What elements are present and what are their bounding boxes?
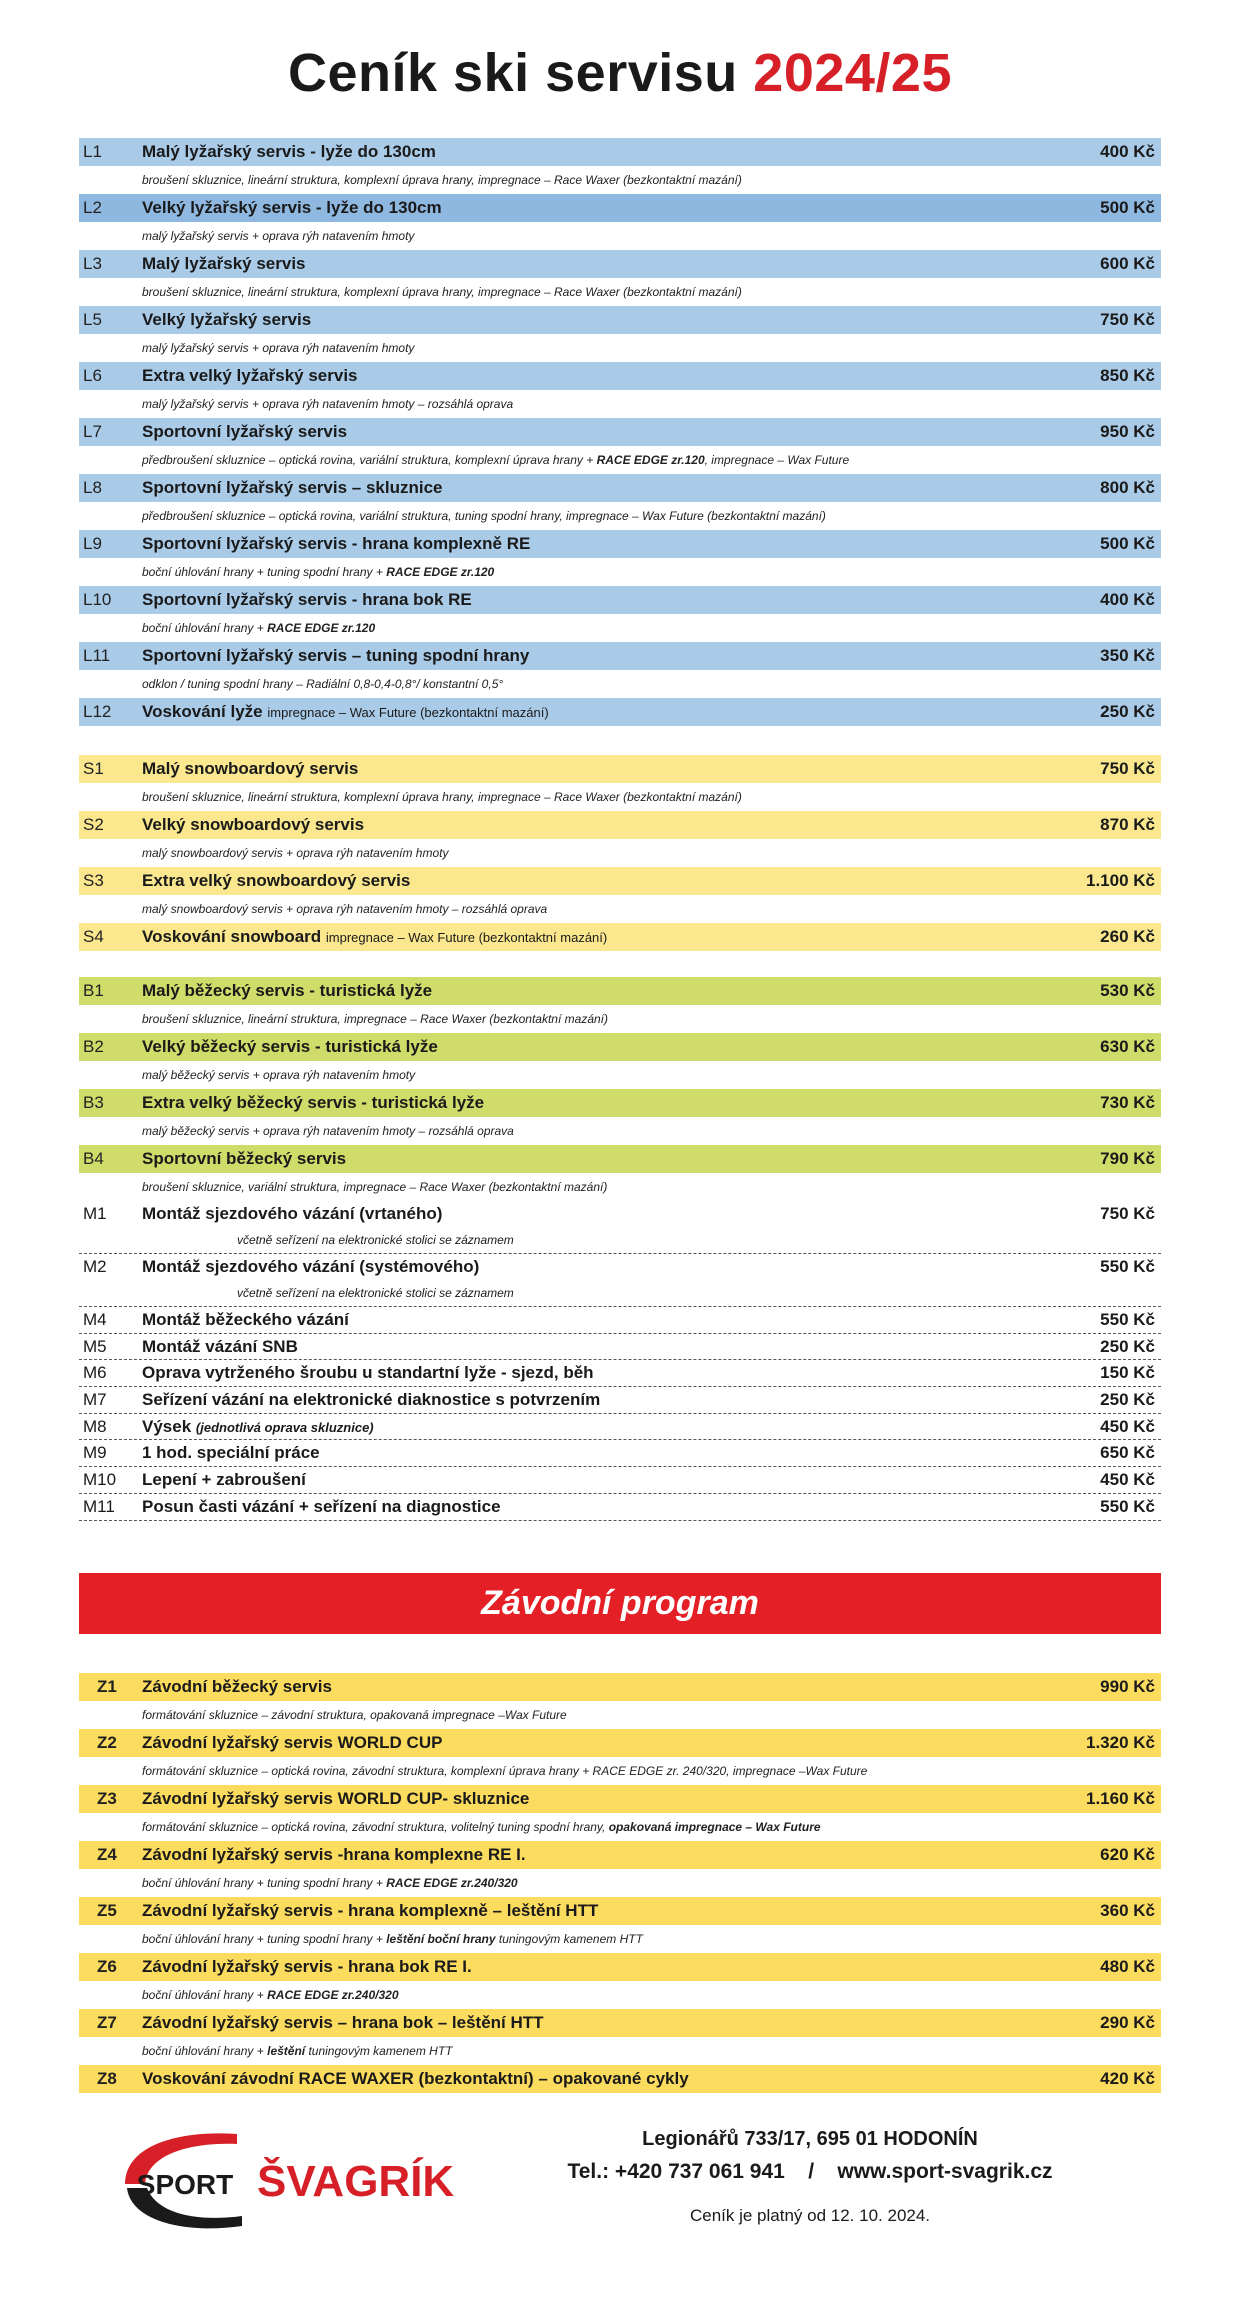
service-name: Extra velký běžecký servis - turistická lyže [142,1093,485,1112]
service-row [79,1673,1161,1701]
service-row [79,1089,1161,1117]
page-title [0,42,1240,104]
description-text: malý běžecký servis + oprava rýh natavením hmoty [142,1068,416,1082]
service-row [79,977,1161,1005]
service-name: Extra velký lyžařský servis [142,366,358,385]
service-code: L7 [83,422,102,441]
service-price: 480 Kč [1100,1957,1155,1976]
service-inline-note: impregnace – Wax Future (bezkontaktní mazání) [267,705,549,720]
description-text: broušení skluznice, lineární struktura, komplexní úprava hrany, impregnace – Race Waxer (bezkontaktní mazání) [142,790,742,804]
service-code: L9 [83,534,102,553]
service-row [79,530,1161,558]
service-code: M9 [83,1443,107,1463]
description-text: boční úhlování hrany + [142,621,264,635]
service-row [79,250,1161,278]
service-name-wrap [142,923,607,952]
service-description [79,558,1161,586]
service-code: L11 [83,646,111,665]
description-highlight: leštění [267,2044,306,2058]
service-code: L1 [83,142,102,161]
service-code: Z7 [97,2013,117,2032]
misc-service-row [79,1307,1161,1334]
description-text: malý lyžařský servis + oprava rýh natavením hmoty – rozsáhlá oprava [142,397,514,411]
service-row [79,2065,1161,2093]
service-code: M6 [83,1363,107,1383]
service-row [79,194,1161,222]
service-row [79,1145,1161,1173]
service-code: B4 [83,1149,104,1168]
service-name: Závodní lyžařský servis - hrana bok RE I. [142,1957,472,1976]
service-price: 500 Kč [1100,198,1155,217]
service-name: Závodní lyžařský servis - hrana komplexně – leštění HTT [142,1901,599,1920]
description-text: broušení skluznice, lineární struktura, komplexní úprava hrany, impregnace – Race Waxer (bezkontaktní mazání) [142,173,742,187]
misc-service-row [79,1334,1161,1361]
service-description [79,2037,1161,2065]
service-price: 400 Kč [1100,590,1155,609]
logo-name-text: ŠVAGRÍK [257,2157,455,2206]
service-description [79,1005,1161,1033]
description-highlight: leštění boční hrany [386,1932,496,1946]
service-price: 550 Kč [1100,1310,1155,1329]
misc-service-row [79,1387,1161,1414]
service-price: 600 Kč [1100,254,1155,273]
service-name: Sportovní lyžařský servis - hrana komplexně RE [142,534,531,553]
description-text: formátování skluznice – optická rovina, závodní struktura, volitelný tuning spodní hrany, [142,1820,606,1834]
service-price: 650 Kč [1100,1443,1155,1463]
service-row [79,1729,1161,1757]
service-price: 420 Kč [1100,2069,1155,2088]
service-name: Sportovní lyžařský servis – skluznice [142,478,443,497]
service-code: B3 [83,1093,104,1112]
misc-service-row [79,1467,1161,1494]
description-text: malý lyžařský servis + oprava rýh natavením hmoty [142,229,415,243]
service-name: Posun časti vázání + seřízení na diagnostice [142,1496,501,1516]
service-code: Z5 [97,1901,117,1920]
service-code: L10 [83,590,112,609]
service-price: 750 Kč [1100,1204,1155,1223]
service-code: Z3 [97,1789,117,1808]
service-code: L5 [83,310,102,329]
service-name: Sportovní lyžařský servis - hrana bok RE [142,590,472,609]
service-code: L2 [83,198,102,217]
service-code: S3 [83,871,104,890]
service-code: M4 [83,1310,107,1329]
service-price: 250 Kč [1100,1390,1155,1410]
service-code: L3 [83,254,102,273]
description-text: předbroušení skluznice – optická rovina, variální struktura, tuning spodní hrany, impregnace – Wax Future (bezkontaktní mazání) [142,509,826,523]
footer-address: Legionářů 733/17, 695 01 HODONÍN [642,2128,978,2150]
service-code: S4 [83,927,104,946]
service-price: 450 Kč [1100,1416,1155,1436]
race-service-list [79,1673,1161,2093]
service-row [79,867,1161,895]
description-text: broušení skluznice, lineární struktura, impregnace – Race Waxer (bezkontaktní mazání) [142,1012,608,1026]
service-description [79,1981,1161,2009]
service-price: 250 Kč [1100,1336,1155,1356]
description-text: předbroušení skluznice – optická rovina, variální struktura, komplexní úprava hrany + [142,453,594,467]
service-price: 150 Kč [1100,1363,1155,1383]
service-name: Sportovní lyžařský servis [142,422,348,441]
service-price: 730 Kč [1100,1093,1155,1112]
description-highlight: RACE EDGE zr.120 [267,621,376,635]
service-name: 1 hod. speciální práce [142,1443,320,1463]
service-description [79,446,1161,474]
misc-service-row [79,1201,1161,1254]
service-row [79,362,1161,390]
service-description [79,390,1161,418]
service-name: Velký běžecký servis - turistická lyže [142,1037,438,1056]
service-price: 450 Kč [1100,1470,1155,1490]
description-text: malý lyžařský servis + oprava rýh natavením hmoty [142,341,415,355]
description-highlight: RACE EDGE zr.120 [596,453,705,467]
service-name: Extra velký snowboardový servis [142,871,411,890]
service-price: 620 Kč [1100,1845,1155,1864]
service-description [79,614,1161,642]
service-name-wrap [142,1494,501,1520]
service-price: 750 Kč [1100,759,1155,778]
service-description [79,1925,1161,1953]
service-code: M10 [83,1470,117,1490]
service-price: 950 Kč [1100,422,1155,441]
service-row [79,586,1161,614]
service-price: 1.100 Kč [1086,871,1155,890]
service-inline-note: impregnace – Wax Future (bezkontaktní mazání) [325,930,608,945]
service-name: Malý lyžařský servis - lyže do 130cm [142,142,436,161]
service-price: 1.320 Kč [1086,1733,1155,1752]
service-description [79,166,1161,194]
service-code: M2 [83,1257,107,1276]
service-row [79,811,1161,839]
misc-service-row [79,1360,1161,1387]
service-row [79,418,1161,446]
service-description [79,895,1161,923]
service-code: M11 [83,1496,115,1516]
service-sub-note: včetně seřízení na elektronické stolici se záznamem [237,1286,514,1300]
service-code: L6 [83,366,102,385]
service-description [79,839,1161,867]
service-description [79,1701,1161,1729]
service-description [79,1117,1161,1145]
service-price: 400 Kč [1100,142,1155,161]
sport-svagrik-logo [117,2126,467,2236]
service-name: Sportovní lyžařský servis – tuning spodní hrany [142,646,530,665]
service-description [79,783,1161,811]
service-price: 530 Kč [1100,981,1155,1000]
service-price: 790 Kč [1100,1149,1155,1168]
service-row [79,642,1161,670]
service-price: 500 Kč [1100,534,1155,553]
description-text: formátování skluznice – optická rovina, závodní struktura, komplexní úprava hrany + RACE EDGE zr. 240/320, impregnace –Wax Future [142,1764,868,1778]
service-price: 870 Kč [1100,815,1155,834]
service-row [79,474,1161,502]
service-description [79,1061,1161,1089]
service-name-wrap [142,1467,306,1493]
service-description [79,1869,1161,1897]
description-text: odklon / tuning spodní hrany – Radiální 0,8-0,4-0,8°/ konstantní 0,5° [142,677,504,691]
service-description [79,278,1161,306]
service-price: 250 Kč [1100,702,1155,721]
service-row [79,1897,1161,1925]
title-main: Ceník ski servisu [288,43,738,103]
ski-service-list [79,138,1161,726]
service-name-wrap [142,698,549,727]
service-price: 750 Kč [1100,310,1155,329]
service-name: Závodní lyžařský servis WORLD CUP- skluznice [142,1789,530,1808]
service-code: M7 [83,1390,107,1410]
footer-contact [540,2160,1080,2184]
service-name-wrap [142,1254,479,1280]
description-text: malý snowboardový servis + oprava rýh natavením hmoty [142,846,449,860]
service-name-wrap [142,1360,594,1386]
service-inline-note: (jednotlivá oprava skluznice) [195,1419,374,1435]
misc-service-row [79,1494,1161,1521]
service-price: 260 Kč [1100,927,1155,946]
footer-web-link[interactable]: www.sport-svagrik.cz [837,2160,1053,2183]
service-name: Oprava vytrženého šroubu u standartní lyže - sjezd, běh [142,1363,594,1383]
service-description [79,334,1161,362]
service-name: Závodní lyžařský servis -hrana komplexne RE I. [142,1845,526,1864]
description-text: boční úhlování hrany + [142,2044,264,2058]
service-code: S1 [83,759,104,778]
service-name: Montáž sjezdového vázání (systémového) [142,1257,480,1276]
service-code: L8 [83,478,102,497]
service-description [79,502,1161,530]
service-name: Velký lyžařský servis [142,310,312,329]
service-name: Velký snowboardový servis [142,815,365,834]
service-name-wrap [142,1334,298,1360]
service-name-wrap [142,1440,320,1466]
service-description [79,1173,1161,1201]
service-sub-note: včetně seřízení na elektronické stolici se záznamem [237,1233,514,1247]
description-tail: tuningovým kamenem HTT [495,1932,643,1946]
service-price: 550 Kč [1100,1496,1155,1516]
service-name-wrap [142,1387,600,1413]
service-name-wrap [142,1201,442,1227]
service-price: 290 Kč [1100,2013,1155,2032]
description-tail: , impregnace – Wax Future [704,453,850,467]
service-row [79,1033,1161,1061]
service-price: 800 Kč [1100,478,1155,497]
description-text: boční úhlování hrany + tuning spodní hrany + [142,1932,383,1946]
title-year: 2024/25 [753,43,952,103]
service-price: 850 Kč [1100,366,1155,385]
service-name: Montáž běžeckého vázání [142,1310,349,1329]
description-highlight: RACE EDGE zr.240/320 [267,1988,399,2002]
footer-valid-from: Ceník je platný od 12. 10. 2024. [689,2206,931,2225]
service-row [79,698,1161,726]
description-text: boční úhlování hrany + tuning spodní hrany + [142,565,383,579]
service-code: B2 [83,1037,104,1056]
service-price: 990 Kč [1100,1677,1155,1696]
footer-separator: / [808,2160,815,2183]
service-code: Z6 [97,1957,117,1976]
description-text: formátování skluznice – závodní struktura, opakovaná impregnace –Wax Future [142,1708,567,1722]
service-name: Závodní lyžařský servis WORLD CUP [142,1733,443,1752]
service-code: M5 [83,1336,107,1356]
service-row [79,923,1161,951]
race-program-banner: Závodní program [79,1573,1161,1634]
service-code: B1 [83,981,104,1000]
description-text: boční úhlování hrany + [142,1988,264,2002]
service-code: Z2 [97,1733,117,1752]
service-name-wrap [142,1414,374,1441]
service-code: M8 [83,1416,107,1436]
xc-service-list [79,977,1161,1201]
service-name: Malý lyžařský servis [142,254,306,273]
service-code: Z1 [97,1677,117,1696]
snowboard-service-list [79,755,1161,951]
logo-sport-text: SPORT [136,2169,234,2200]
service-name: Montáž sjezdového vázání (vrtaného) [142,1204,443,1223]
service-code: Z8 [97,2069,117,2088]
service-name: Velký lyžařský servis - lyže do 130cm [142,198,442,217]
service-price: 630 Kč [1100,1037,1155,1056]
service-row [79,306,1161,334]
service-row [79,1953,1161,1981]
service-description [79,222,1161,250]
service-description [79,1757,1161,1785]
service-code: M1 [83,1204,107,1223]
service-description [79,670,1161,698]
service-name: Výsek [142,1416,192,1436]
misc-service-row [79,1254,1161,1307]
service-price: 1.160 Kč [1086,1789,1155,1808]
service-name: Voskování závodní RACE WAXER (bezkontaktní) – opakované cykly [142,2069,689,2088]
service-row [79,755,1161,783]
service-name: Seřízení vázání na elektronické diaknostice s potvrzením [142,1390,601,1410]
description-highlight: RACE EDGE zr.120 [386,565,495,579]
service-name: Malý běžecký servis - turistická lyže [142,981,433,1000]
service-code: L12 [83,702,112,721]
service-name: Závodní lyžařský servis – hrana bok – leštění HTT [142,2013,544,2032]
service-name: Voskování lyže [142,702,263,721]
service-name: Malý snowboardový servis [142,759,359,778]
service-name: Montáž vázání SNB [142,1336,298,1356]
service-name: Lepení + zabroušení [142,1470,306,1490]
footer-phone: Tel.: +420 737 061 941 [567,2160,785,2183]
service-name: Sportovní běžecký servis [142,1149,347,1168]
misc-service-row [79,1440,1161,1467]
description-text: boční úhlování hrany + tuning spodní hrany + [142,1876,383,1890]
service-price: 360 Kč [1100,1901,1155,1920]
service-price: 350 Kč [1100,646,1155,665]
description-tail: tuningovým kamenem HTT [305,2044,453,2058]
service-row [79,1841,1161,1869]
description-text: broušení skluznice, lineární struktura, komplexní úprava hrany, impregnace – Race Waxer (bezkontaktní mazání) [142,285,742,299]
description-text: malý snowboardový servis + oprava rýh natavením hmoty – rozsáhlá oprava [142,902,548,916]
description-highlight: RACE EDGE zr.240/320 [386,1876,518,1890]
misc-service-list [79,1201,1161,1521]
service-row [79,138,1161,166]
service-name: Závodní běžecký servis [142,1677,332,1696]
service-price: 550 Kč [1100,1257,1155,1276]
service-name-wrap [142,1307,349,1333]
service-row [79,2009,1161,2037]
service-name: Voskování snowboard [142,927,322,946]
service-row [79,1785,1161,1813]
misc-service-row [79,1414,1161,1441]
service-code: Z4 [97,1845,117,1864]
description-text: malý běžecký servis + oprava rýh natavením hmoty – rozsáhlá oprava [142,1124,514,1138]
description-highlight: opakovaná impregnace – Wax Future [608,1820,821,1834]
service-code: S2 [83,815,104,834]
description-text: broušení skluznice, variální struktura, impregnace – Race Waxer (bezkontaktní mazání) [142,1180,608,1194]
service-description [79,1813,1161,1841]
